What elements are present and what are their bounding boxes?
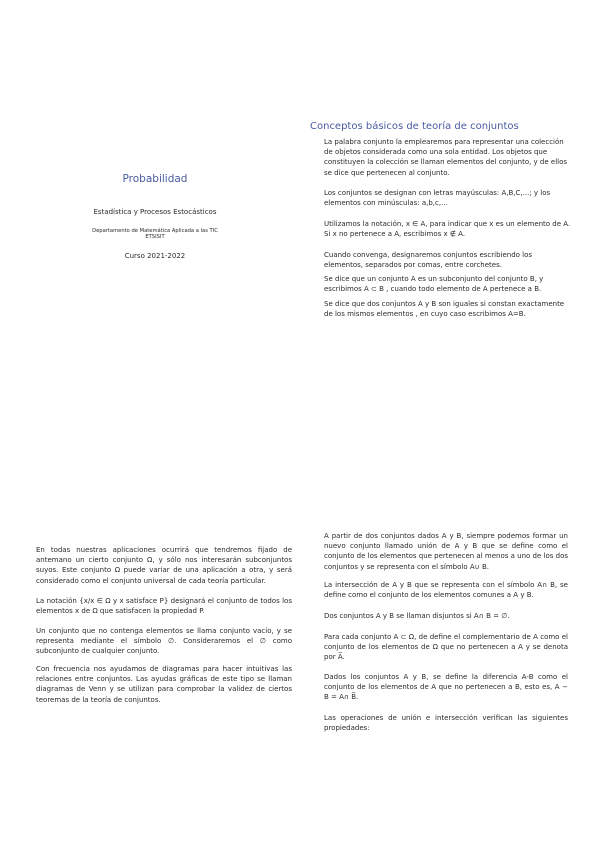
subtitle: Estadística y Procesos Estocásticos bbox=[93, 208, 217, 216]
section-heading: Conceptos básicos de teoría de conjuntos bbox=[310, 121, 519, 132]
slide-conjunto-universal bbox=[36, 540, 292, 710]
slide-title bbox=[30, 120, 280, 320]
course-year: Curso 2021-2022 bbox=[124, 252, 186, 260]
paragraph: Los conjuntos se designan con letras mayúsculas: A,B,C,...; y los elementos con minúsculas: a,b,c,... bbox=[324, 189, 551, 208]
paragraph: En todas nuestras aplicaciones ocurrirá que tendremos fijado de antemano un cierto conjunto Ω, y sólo nos interesarán subconjuntos suyos. Este conjunto Ω puede variar de una aplicación a otra, y será considerado como el conjunto universal de cada teoría particular. bbox=[36, 546, 292, 585]
paragraph: Dados los conjuntos A y B, se define la diferencia A-B como el conjunto de los elementos de A que no pertenecen a B, esto es, A − B = A∩ B̅. bbox=[324, 673, 568, 702]
paragraph: Las operaciones de unión e intersección verifican las siguientes propiedades: bbox=[324, 714, 568, 733]
paragraph: Con frecuencia nos ayudamos de diagramas para hacer intuitivas las relaciones entre conjuntos. Las ayudas gráficas de este tipo se llaman diagramas de Venn y se utilizan para comprobar la validez de ciertos teoremas de la teoría de conjuntos. bbox=[36, 665, 292, 704]
paragraph: Se dice que dos conjuntos A y B son iguales si constan exactamente de los mismos elementos , en cuyo caso escribimos A=B. bbox=[324, 300, 565, 319]
paragraph: A partir de dos conjuntos dados A y B, siempre podemos formar un nuevo conjunto llamado unión de A y B que se define como el conjunto de los elementos que pertenecen al menos a uno de los dos conjuntos y se representa con el símbolo A∪ B. bbox=[324, 532, 568, 571]
paragraph: Dos conjuntos A y B se llaman disjuntos si A∩ B = ∅. bbox=[324, 612, 510, 620]
paragraph: La notación {x/x ∈ Ω y x satisface P} designará el conjunto de todos los elementos x de Ω que satisfacen la propiedad P. bbox=[36, 597, 292, 616]
paragraph: Cuando convenga, designaremos conjuntos escribiendo los elementos, separados por comas, entre corchetes. bbox=[324, 251, 533, 270]
slide-conceptos bbox=[308, 118, 574, 348]
department: Departamento de Matemática Aplicada a las TIC bbox=[92, 228, 218, 234]
paragraph: La palabra conjunto la emplearemos para representar una colección de objetos considerada como una sola entidad. Los objetos que constituyen la colección se llaman elementos del conjunto, y de ellos se dice que pertenecen al conjunto. bbox=[324, 138, 568, 177]
paragraph: Se dice que un conjunto A es un subconjunto del conjunto B, y escribimos A ⊂ B , cuando todo elemento de A pertenece a B. bbox=[324, 275, 544, 294]
school: ETSISIT bbox=[145, 234, 165, 240]
paragraph: Utilizamos la notación, x ∈ A, para indicar que x es un elemento de A. Si x no pertenece a A, escribimos x ∉ A. bbox=[324, 220, 571, 239]
paragraph: La intersección de A y B que se representa con el símbolo A∩ B, se define como el conjunto de los elementos comunes a A y B. bbox=[324, 581, 568, 600]
presentation-title: Probabilidad bbox=[122, 173, 188, 185]
paragraph: Para cada conjunto A ⊂ Ω, de define el complementario de A como el conjunto de los elementos de Ω que no pertenecen a A y se denota por A̅. bbox=[324, 633, 568, 662]
slide-operaciones bbox=[324, 528, 568, 733]
paragraph: Un conjunto que no contenga elementos se llama conjunto vacío, y se representa mediante el símbolo ∅. Consideraremos el ∅ como subconjunto de cualquier conjunto. bbox=[36, 627, 292, 656]
